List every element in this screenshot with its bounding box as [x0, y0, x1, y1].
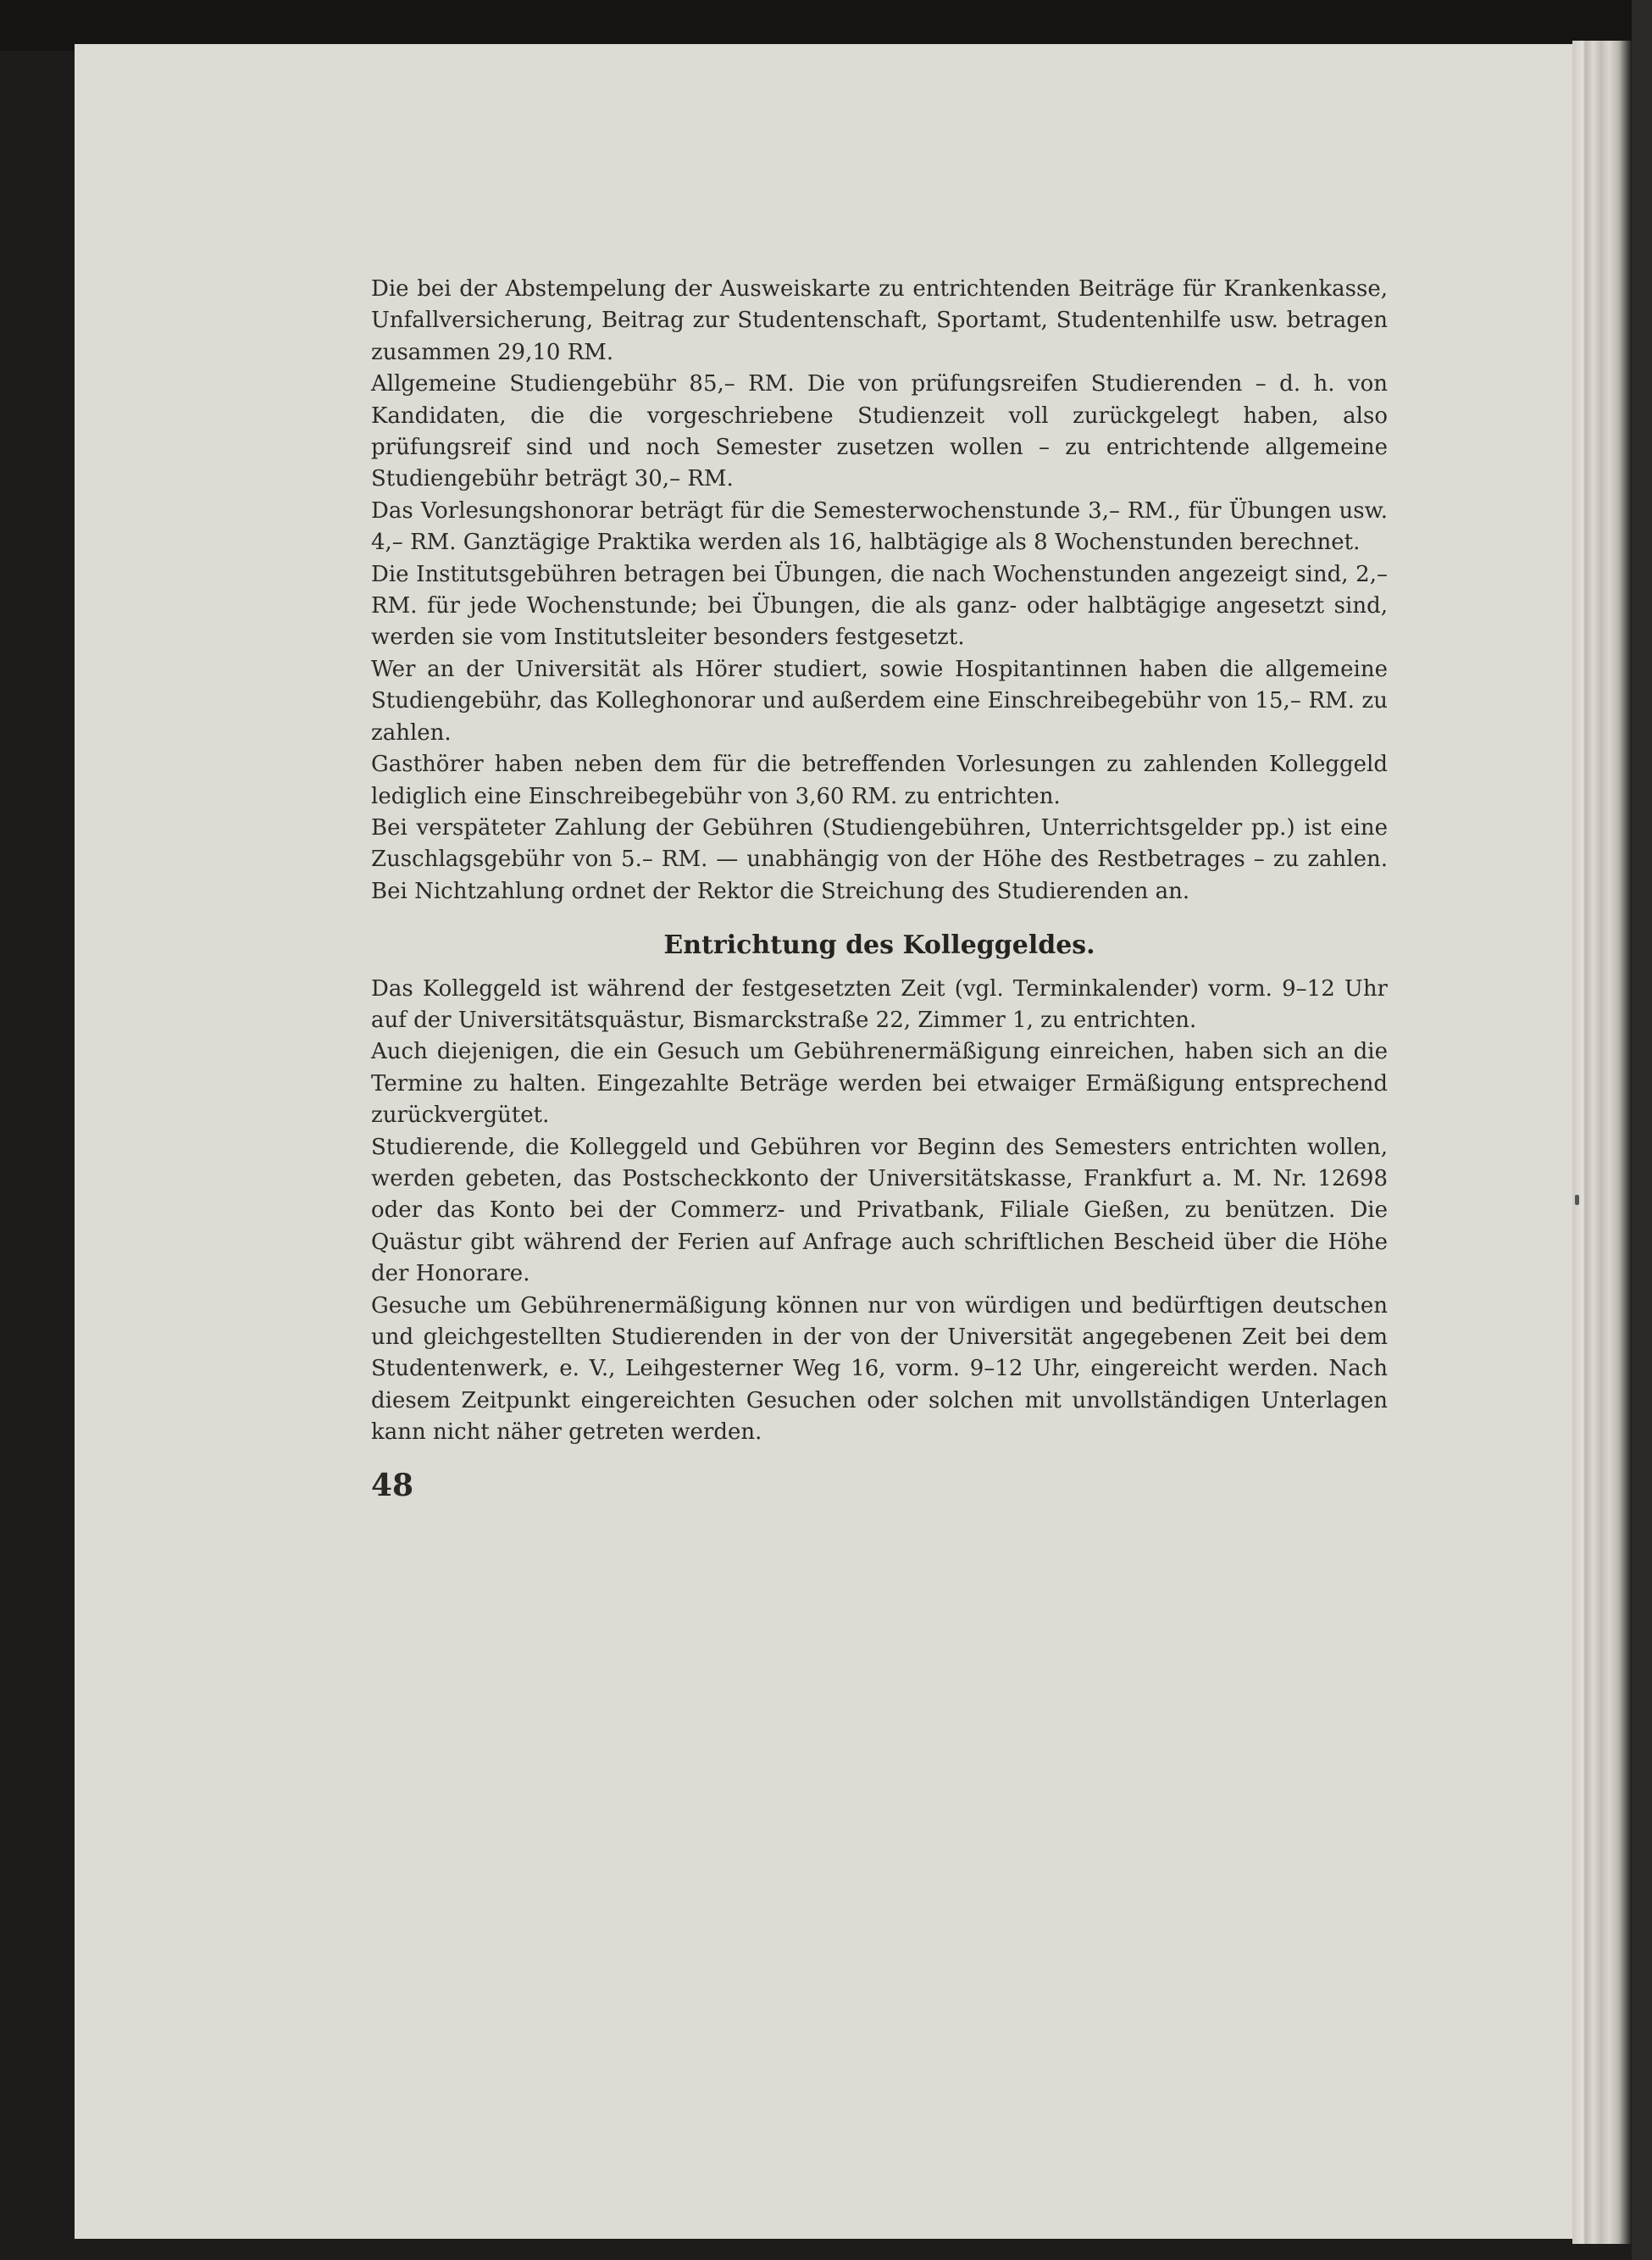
paragraph-fee-reduction: Auch diejenigen, die ein Gesuch um Gebührenermäßigung einreichen, haben sich an die Termine zu halten. Eingezahlte Beträge werden bei etwaiger Ermäßigung entsprechend zurückvergütet.	[371, 1039, 1388, 1129]
page-edges	[1572, 41, 1632, 2244]
paragraph-general-fee: Allgemeine Studiengebühr 85,– RM. Die von prüfungsreifen Studierenden – d. h. von Kandidaten, die die vorgeschriebene Studienzeit voll zurückgelegt haben, also prüfungsreif sind und noch Semester zusetzen wollen – zu entrichtende allgemeine Studiengebühr beträgt 30,– RM.	[371, 371, 1388, 492]
spine-shadow	[1632, 0, 1652, 2260]
paragraph-contributions: Die bei der Abstempelung der Ausweiskarte zu entrichtenden Beiträge für Krankenkasse, Unfallversicherung, Beitrag zur Studentenschaft, Sportamt, Studentenhilfe usw. betragen zusammen 29,10 RM.	[371, 276, 1388, 365]
paper-speck	[1575, 1195, 1579, 1205]
paragraph-advance-payment: Studierende, die Kolleggeld und Gebühren vor Beginn des Semesters entrichten wollen, werden gebeten, das Postscheckkonto der Universitätskasse, Frankfurt a. M. Nr. 12698 oder das Konto bei der Commerz- und Privatbank, Filiale Gießen, zu benützen. Die Quästur gibt während der Ferien auf Anfrage auch schriftlichen Bescheid über die Höhe der Honorare.	[371, 1134, 1388, 1287]
paragraph-applications: Gesuche um Gebührenermäßigung können nur von würdigen und bedürftigen deutschen und gleichgestellten Studierenden in der von der Universität angegebenen Zeit bei dem Studentenwerk, e. V., Leihgesterner Weg 16, vorm. 9–12 Uhr, eingereicht werden. Nach diesem Zeitpunkt eingereichten Gesuchen oder solchen mit unvollständigen Unterlagen kann nicht näher getreten werden.	[371, 1292, 1388, 1446]
paragraph-guest-auditors: Gasthörer haben neben dem für die betreffenden Vorlesungen zu zahlenden Kolleggeld lediglich eine Einschreibegebühr von 3,60 RM. zu entrichten.	[371, 752, 1388, 809]
paragraph-lecture-fee: Das Vorlesungshonorar beträgt für die Semesterwochenstunde 3,– RM., für Übungen usw. 4,– RM. Ganztägige Praktika werden als 16, halbtägige als 8 Wochenstunden berechnet.	[371, 497, 1388, 556]
page-number: 48	[371, 1468, 414, 1503]
section-heading: Entrichtung des Kolleggeldes.	[663, 930, 1095, 961]
scan-top-border	[0, 0, 1652, 51]
paragraph-auditors: Wer an der Universität als Hörer studiert, sowie Hospitantinnen haben die allgemeine Studiengebühr, das Kolleghonorar und außerdem eine Einschreibegebühr von 15,– RM. zu zahlen.	[371, 656, 1388, 746]
paragraph-payment-time: Das Kolleggeld ist während der festgesetzten Zeit (vgl. Terminkalender) vorm. 9–12 Uhr auf der Universitätsquästur, Bismarckstraße 22, Zimmer 1, zu entrichten.	[371, 975, 1388, 1033]
paragraph-late-payment: Bei verspäteter Zahlung der Gebühren (Studiengebühren, Unterrichtsgelder pp.) ist eine Zuschlagsgebühr von 5.– RM. — unabhängig von der Höhe des Restbetrages – zu zahlen. Bei Nichtzahlung ordnet der Rektor die Streichung des Studierenden an.	[371, 814, 1388, 904]
body-text	[371, 274, 1388, 1449]
paragraph-institute-fee: Die Institutsgebühren betragen bei Übungen, die nach Wochenstunden angezeigt sind, 2,– RM. für jede Wochenstunde; bei Übungen, die als ganz- oder halbtägige angesetzt sind, werden sie vom Institutsleiter besonders festgesetzt.	[371, 561, 1388, 651]
